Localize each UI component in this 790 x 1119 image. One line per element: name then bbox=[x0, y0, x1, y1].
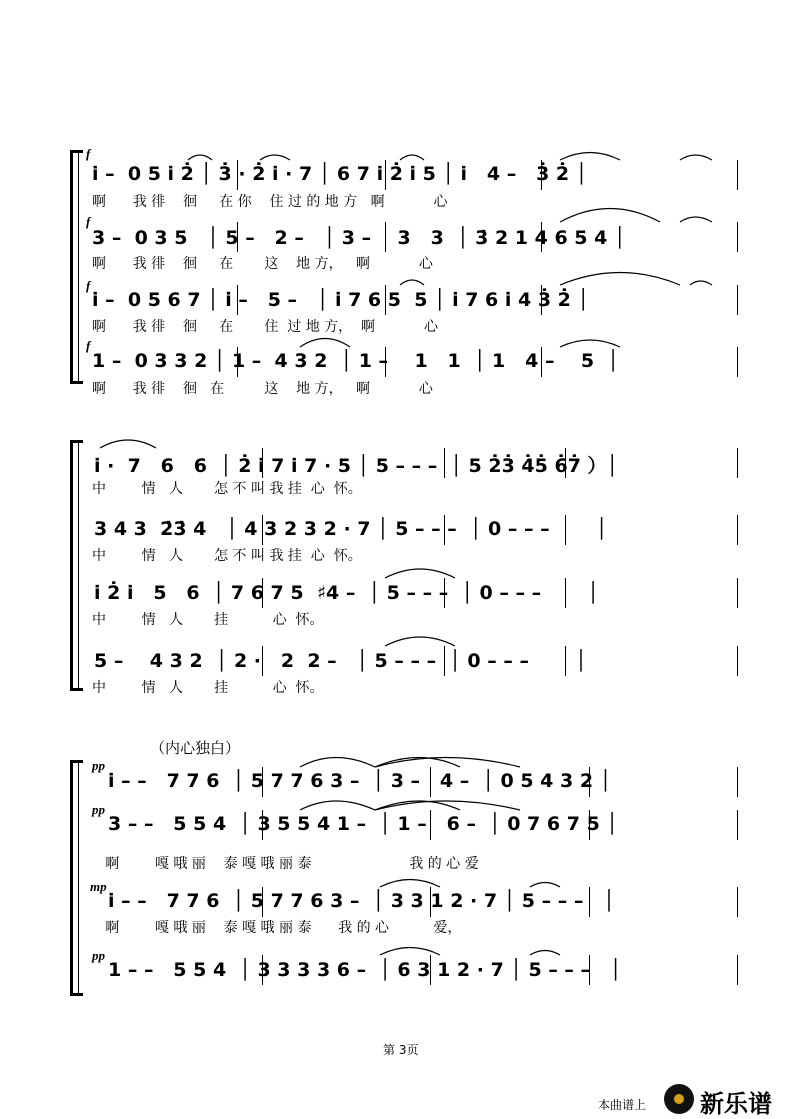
annotation-text: （内心独白） bbox=[150, 739, 241, 757]
dynamic-mark: f bbox=[86, 278, 91, 293]
dynamic-mark: pp bbox=[92, 758, 105, 773]
music-line: i̇ – 0 5 i̇ 2̇ │ 3̇ · 2̇ i̇ · 7 │ 6 7 i̇ 2̇ i̇ 5 │ i̇ 4 – 3̇ 2̇ │ bbox=[92, 163, 588, 185]
lyric-line: 啊 我 徘 徊 在 这 地 方， 啊 心 bbox=[92, 381, 433, 397]
music-line: i̇ 2̇ i̇ 5 6 │ 7 6 7 5 ♯4 – │ 5 – – – │ 0 – – – │ bbox=[94, 582, 599, 604]
music-line: 3 – – 5 5 4 │ 3 5 5 4 1 – │ 1 – 6 – │ 0 7 6 7 5 │ bbox=[108, 813, 618, 835]
music-line: i̇ – 0 5 6 7 │ i̇ – 5 – │ i̇ 7 6 5 5 │ i̇ 7 6 i̇ 4 3̇ 2̇ │ bbox=[92, 289, 589, 311]
music-line: 1 – 0 3 3 2 │ 1 – 4 3 2 │ 1 – 1 1 │ 1 4 – 5 │ bbox=[92, 350, 619, 372]
lyric-line: 中 情 人 挂 心 怀。 bbox=[92, 612, 324, 628]
dynamic-mark: pp bbox=[92, 948, 105, 963]
lyric-line: 中 情 人 怎 不 叫 我 挂 心 怀。 bbox=[92, 481, 362, 497]
music-line: i̇ · 7 6 6 │ 2̇ i̇ 7 i̇ 7 · 5 │ 5 – – – │ 5 2̇3̇ 4̇5̇ 6̇7̇ ）│ bbox=[94, 455, 618, 477]
music-line: 3 – 0 3 5 │ 5 – 2 – │ 3 – 3 3 │ 3̇ 2 1 4 6 5 4 │ bbox=[92, 227, 626, 249]
music-line: 3 4 3 2̇3̇ 4 │ 4 3 2 3 2 · 7 │ 5 – – – │ 0 – – – │ bbox=[94, 518, 608, 540]
music-line: 5 – 4 3 2 │ 2 · 2 2 – │ 5 – – – │ 0 – – – │ bbox=[94, 650, 587, 672]
lyric-line: 啊 我 徘 徊 在 这 地 方， 啊 心 bbox=[92, 256, 433, 272]
music-line: i̇ – – 7 7 6 │ 5 7 7 6 3 – │ 3 3 1 2 · 7 │ 5 – – – │ bbox=[108, 890, 615, 912]
lyric-line: 啊 嘎 哦 丽 泰 嘎 哦 丽 泰 我 的 心 爱， bbox=[92, 920, 462, 936]
music-line: i̇ – – 7 7 6 │ 5 7 7 6 3 – │ 3 – 4 – │ 0 5 4 3 2 │ bbox=[108, 770, 612, 792]
lyric-line: 啊 我 徘 徊 在 住 过 地 方， 啊 心 bbox=[92, 319, 439, 335]
credit-text: 本曲谱上 bbox=[598, 1098, 647, 1112]
lyric-line: 啊 我 徘 徊 在 你 住 过 的 地 方 啊 心 bbox=[92, 194, 448, 210]
brand-name: 新乐谱 bbox=[700, 1090, 772, 1118]
dynamic-mark: pp bbox=[92, 802, 105, 817]
dynamic-mark: f bbox=[86, 146, 91, 161]
lyric-line: 中 情 人 挂 心 怀。 bbox=[92, 680, 324, 696]
lyric-line: 啊 嘎 哦 丽 泰 嘎 哦 丽 泰 我 的 心 爱 bbox=[92, 856, 479, 872]
dynamic-mark: f bbox=[86, 338, 91, 353]
dynamic-mark: mp bbox=[90, 879, 107, 894]
page-number: 第 3页 bbox=[383, 1043, 419, 1057]
music-line: 1 – – 5 5 4 │ 3 3 3 3 6 – │ 6 3 1 2 · 7 │ 5 – – – │ bbox=[108, 959, 622, 981]
lyric-line: 中 情 人 怎 不 叫 我 挂 心 怀。 bbox=[92, 548, 362, 564]
vinyl-icon bbox=[674, 1094, 684, 1104]
dynamic-mark: f bbox=[86, 214, 91, 229]
brand-logo bbox=[664, 1084, 694, 1114]
